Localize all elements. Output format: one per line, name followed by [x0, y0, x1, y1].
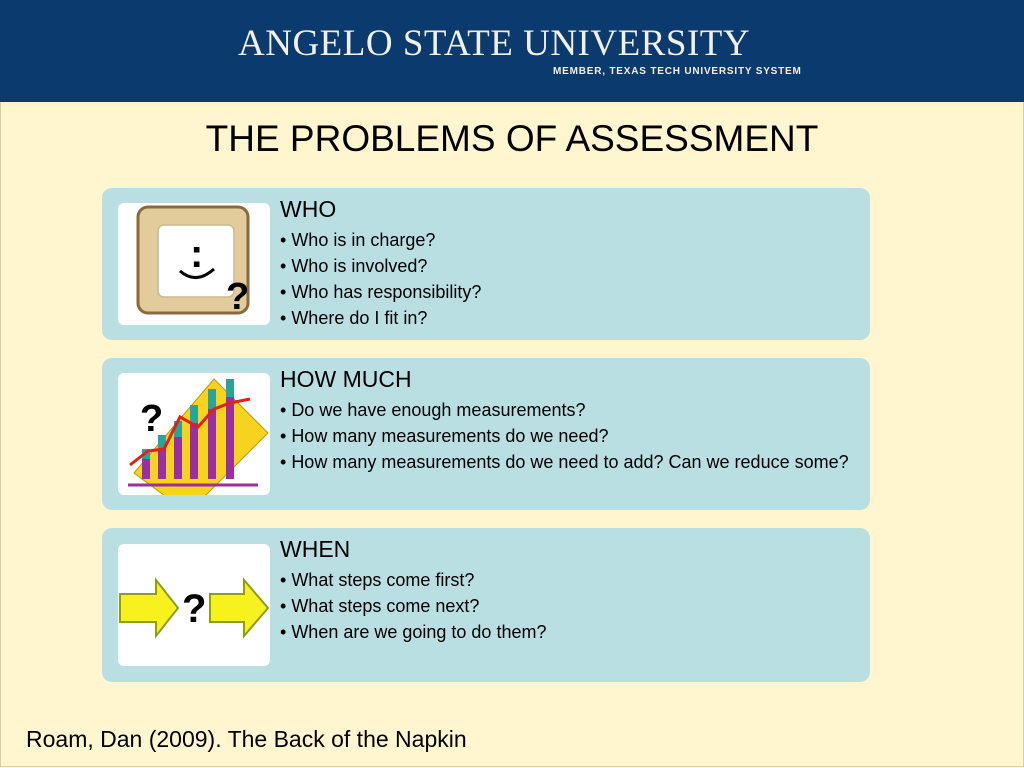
panel-heading: WHO — [280, 196, 337, 222]
arrows-question-icon — [118, 544, 270, 666]
panel-how-much-text — [280, 366, 850, 477]
panel-heading: HOW MUCH — [280, 366, 412, 392]
list-item: • Who has responsibility? — [280, 281, 850, 304]
list-item: • What steps come next? — [280, 595, 850, 618]
icon-question-mark: ? — [226, 276, 250, 318]
panel-heading: WHEN — [280, 536, 351, 562]
list-item: • Who is involved? — [280, 255, 850, 278]
list-item: • Where do I fit in? — [280, 307, 850, 330]
icon-question-mark: ? — [140, 398, 164, 440]
panel-when-text — [280, 536, 850, 647]
list-item: • How many measurements do we need to add? Can we reduce some? — [280, 451, 850, 474]
question-list — [280, 569, 850, 644]
bar-chart-question-icon — [118, 373, 270, 495]
slide-title: THE PROBLEMS OF ASSESSMENT — [205, 118, 819, 159]
list-item: • Who is in charge? — [280, 229, 850, 252]
panel-when — [102, 528, 870, 682]
question-list — [280, 399, 850, 474]
panel-who — [102, 188, 870, 340]
icon-face-text: : — [190, 232, 204, 276]
icon-question-mark: ? — [182, 587, 207, 631]
university-name: ANGELO STATE UNIVERSITY — [238, 23, 751, 64]
panel-how-much — [102, 358, 870, 510]
citation: Roam, Dan (2009). The Back of the Napkin — [26, 726, 467, 752]
list-item: • How many measurements do we need? — [280, 425, 850, 448]
panel-who-text — [280, 196, 850, 333]
university-system-tagline: MEMBER, TEXAS TECH UNIVERSITY SYSTEM — [553, 66, 802, 77]
list-item: • When are we going to do them? — [280, 621, 850, 644]
list-item: • Do we have enough measurements? — [280, 399, 850, 422]
university-header — [0, 0, 1024, 102]
list-item: • What steps come first? — [280, 569, 850, 592]
confused-face-question-icon — [118, 203, 270, 325]
question-list — [280, 229, 850, 330]
